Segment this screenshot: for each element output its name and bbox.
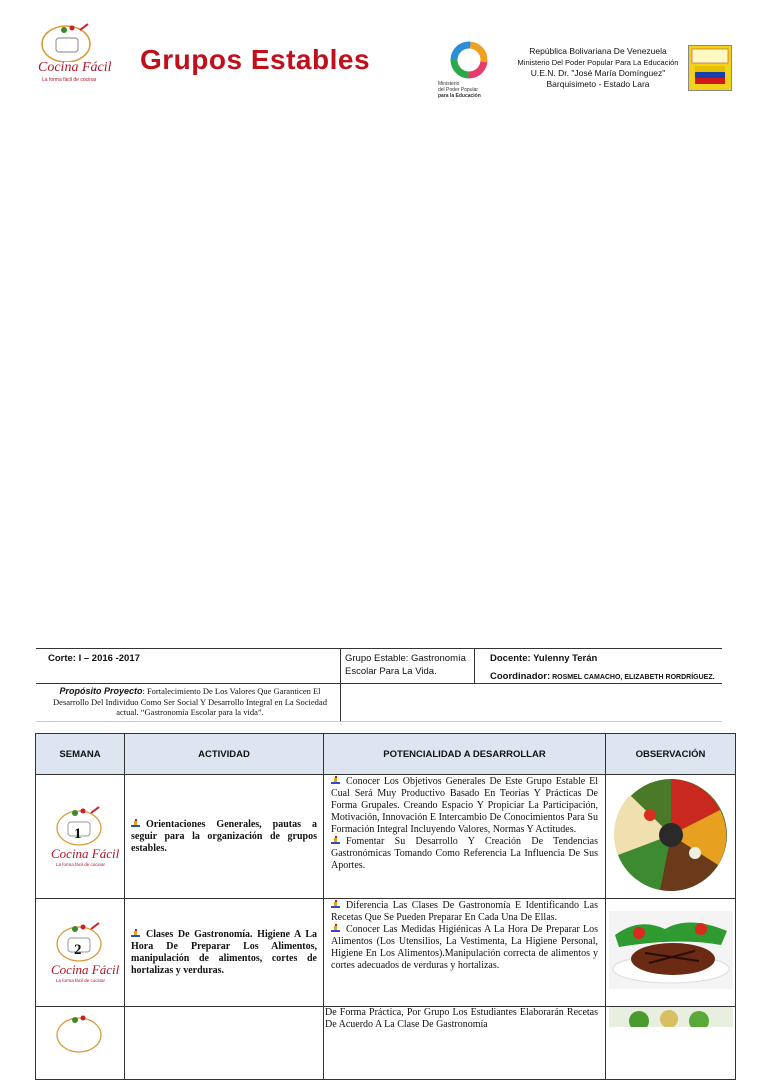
project-info-block — [36, 648, 722, 723]
weekly-plan-table — [35, 733, 736, 1080]
week-logo: 1 Cocina Fácil La forma fácil de cocinar — [45, 802, 115, 872]
semana-cell — [36, 1007, 125, 1080]
bullet-icon — [331, 900, 340, 909]
school-shield-icon — [688, 45, 732, 91]
brand-tagline: La forma fácil de cocinar — [42, 77, 97, 83]
gov-line: Ministerio Del Poder Popular Para La Educación — [517, 58, 679, 67]
salad-image — [609, 1007, 733, 1027]
ministry-logo-line: Ministerio — [438, 81, 460, 87]
ministry-education-logo — [436, 40, 496, 104]
potencialidad-cell: De Forma Práctica, Por Grupo Los Estudiantes Elaborarán Recetas De Acuerdo A La Clase De Gastronomía — [324, 1007, 606, 1080]
week-logo — [45, 1009, 115, 1079]
semana-cell — [36, 775, 125, 899]
table-header-row — [36, 734, 736, 775]
grupo-line-2: Escolar Para La Vida. — [345, 666, 437, 677]
col-header-semana: SEMANA — [36, 734, 125, 775]
actividad-cell — [125, 1007, 324, 1080]
bullet-icon — [131, 819, 140, 828]
potencialidad-cell: Conocer Los Objetivos Generales De Este Grupo Estable El Cual Será Muy Productivo Basado En Teorías Y Prácticas De Forma Grupales. Creando Espacio Y Propiciar La Participación, Motivación, Innovación E Intercambio De Conocimientos Para Su Formación Integral Incluyendo Valores, Normas Y Actitudes. Fomentar Su Desarrollo Y Creación De Tendencias Gastronómicas Tomando Como Referencia La Influencia De Sus Aportes. — [324, 775, 606, 899]
vegetables-plate-image — [610, 775, 732, 893]
bullet-icon — [331, 836, 340, 845]
cooking-pot-icon — [45, 1009, 115, 1053]
page-title: Grupos Estables — [140, 44, 371, 75]
proposito-proyecto: Propósito Proyecto: Fortalecimiento De Los Valores Que Garanticen El Desarrollo Del Individuo Como Ser Social Y Desarrollo Integral en La Sociedad actual. “Gastronomía Escolar para la vida”. — [53, 686, 327, 717]
actividad-cell: Clases De Gastronomía. Higiene A La Hora De Preparar Los Alimentos, manipulación de alimentos, cortes de hortalizas y verduras. — [125, 899, 324, 1007]
table-row — [36, 775, 736, 899]
bullet-icon — [331, 776, 340, 785]
semana-cell — [36, 899, 125, 1007]
col-header-actividad: ACTIVIDAD — [125, 734, 324, 775]
gov-line: República Bolivariana De Venezuela — [529, 46, 667, 56]
observacion-cell — [606, 775, 736, 899]
ministry-logo-line: del Poder Popular — [438, 87, 479, 93]
docente: Docente: Yulenny Terán — [490, 653, 598, 664]
col-header-observacion: OBSERVACIÓN — [606, 734, 736, 775]
potencialidad-cell: Diferencia Las Clases De Gastronomía E Identificando Las Recetas Que Se Pueden Preparar En Cada Una De Ellas. Conocer Las Medidas Higiénicas A La Hora De Preparar Los Alimentos (Los Utensilios, La Vestimenta, La Higiene Personal, Higiene En Los Alimentos).Manipulación correcta de alimentos y cortes adecuados de verduras y hortalizas. — [324, 899, 606, 1007]
week-number: 2 — [74, 941, 82, 958]
ministry-logo-line: para la Educación — [438, 93, 481, 99]
corte-label: Corte: I – 2016 -2017 — [48, 653, 140, 664]
government-header — [510, 46, 686, 90]
gov-line: U.E.N. Dr. "José María Domínguez" — [530, 68, 666, 78]
cocina-facil-logo — [36, 22, 114, 84]
brand-name: Cocina Fácil — [38, 60, 112, 75]
table-row — [36, 1007, 736, 1080]
table-row — [36, 899, 736, 1007]
week-logo: 2 Cocina Fácil La forma fácil de cocinar — [45, 918, 115, 988]
actividad-cell: Orientaciones Generales, pautas a seguir para la organización de grupos estables. — [125, 775, 324, 899]
grupo-line-1: Grupo Estable: Gastronomía — [345, 653, 466, 664]
col-header-potencialidad: POTENCIALIDAD A DESARROLLAR — [324, 734, 606, 775]
grilled-steak-image — [609, 911, 733, 989]
observacion-cell — [606, 899, 736, 1007]
week-number: 1 — [74, 825, 82, 842]
bullet-icon — [331, 924, 340, 933]
cooking-pot-icon — [36, 22, 114, 62]
gov-line: Barquisimeto - Estado Lara — [546, 79, 650, 89]
bullet-icon — [131, 929, 140, 938]
observacion-cell — [606, 1007, 736, 1080]
coordinador: Coordinador: ROSMEL CAMACHO, ELIZABETH RORDRÍGUEZ. — [490, 671, 715, 682]
ministry-ring-icon — [436, 40, 496, 80]
